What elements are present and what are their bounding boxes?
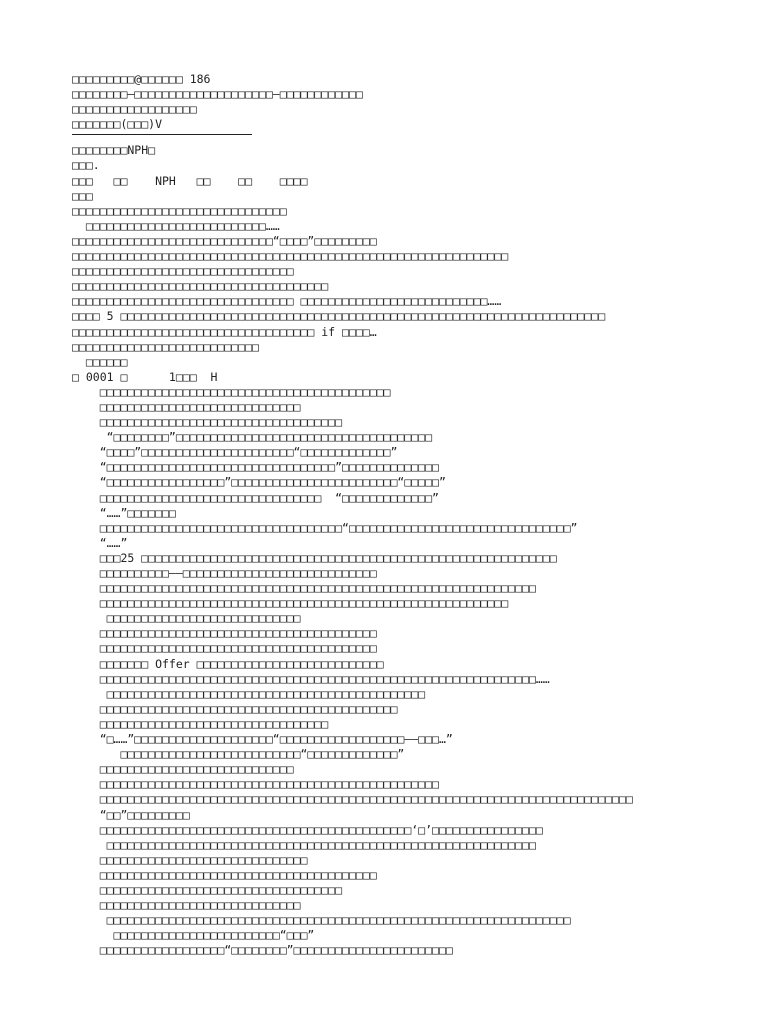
text-line: “……” [72,535,128,550]
text-line: □□□□□□□□□□□□□□□□□□□□□□□□□□□□□“□□□□”□□□□□□□□□ [72,233,377,248]
text-line: □□□□□□□□□□□□□□□□□□□□□□□□□□□□□□□□□□□“□□□□□□□□□□□□□□□□□□□□□□□□□□□□□□□□” [72,520,578,535]
text-line: □□□□□□□□□□□□□□□□□□□□□□□□□□□□□□□□□□□□□□□□□□□□□□□□□ [72,777,439,792]
text-line: □□□. [72,158,100,173]
text-line: □□□□□□□□□□□□□□□□□□□□□□□□□□□□□□□□□□□□□□□□□□□□□□□□□□□□□□□□□□□□□□□□□□□□□□□□□□□□□ [72,792,633,807]
text-line: “□……”□□□□□□□□□□□□□□□□□□□□“□□□□□□□□□□□□□□□□□□——□□□…” [72,732,453,747]
text-line: □□□□□□□□□□——□□□□□□□□□□□□□□□□□□□□□□□□□□□□ [72,566,377,580]
text-line: □□□□□□□(□□□)V [72,117,163,132]
text-line: □□□□□□□□□□□□□□□□□□□□□□□□□□□□□□□ [72,203,287,218]
text-line: □□□□□□□□□□□□□□□□□□□□□□□□□□□□□□□□□□□□□□□□□□□□□□□□□□□□□□□□□□□□□□□□□□□ [72,913,571,928]
document-body [72,143,748,958]
document-text [72,72,748,958]
document-header [72,72,748,132]
text-line: □□□□□□□□□□□□□□□□□□□□□□□□□□□□□□□□ [72,264,294,279]
text-line: □□□□□□□□□□□□□□□□□□□□□□□□□□□□□ [72,898,301,913]
text-line: □□□□□□□□□□□□□□□□□□□□□□□□□□□□ [72,611,301,626]
text-line: □□□□□□□□□□□□□□□□□□□□□□□□□□□□ [72,762,294,777]
text-line: “□□□□”□□□□□□□□□□□□□□□□□□□□□□“□□□□□□□□□□□□□” [72,445,398,460]
text-line: “□□□□□□□□”□□□□□□□□□□□□□□□□□□□□□□□□□□□□□□□□□□□□□ [72,430,433,445]
text-line: □□□□□□□ Offer □□□□□□□□□□□□□□□□□□□□□□□□□□□ [72,656,384,671]
text-line: □□□ □□ NPH □□ □□ □□□□ [72,173,308,188]
text-line: □□□□□□□□□□□□□□□□□□“□□□□□□□□”□□□□□□□□□□□□□□□□□□□□□□□ [72,943,453,958]
text-line: □□□ [72,188,93,203]
text-line: “□□□□□□□□□□□□□□□□□”□□□□□□□□□□□□□□□□□□□□□□□□“□□□□□” [72,475,446,490]
text-line: □□□□□□□□□□□□□□□□□□□□□□□□□□□ [72,339,259,354]
text-line: □□□□□□□□□□□□□□□□□□□□□□□□□□□□□□□□□□□□□□□□□□□ [72,701,398,716]
text-line: □ 0001 □ 1□□□ H [72,369,218,384]
text-line: □□□□□□□□□□□□□□□□□□□□□□□□□□□□□□□□ “□□□□□□□□□□□□□” [72,490,439,505]
text-line: □□□□□□□□□□□□□□□□□□□□□□□□□□“□□□□□□□□□□□□□” [72,747,405,762]
text-line: □□□□□□□□□□□□□□□□□□□□□□□□□□□□□□□□□□□□□□□□ [72,867,377,882]
text-line: □□□□□□□□□□□□□□□□□□□□□□□□□□□□□□□□ □□□□□□□□□□□□□□□□□□□□□□□□□□□…… [72,294,502,309]
text-line: □□□□□□□□□□□□□□□□□□□□□□□□□□□□□□ [72,852,308,867]
text-line: □□□□□□□□□□□□□□□□□□□□□□□□□□□□□□□□□□□□□□□□□□ [72,384,391,399]
text-line: “□□□□□□□□□□□□□□□□□□□□□□□□□□□□□□□□□”□□□□□□□□□□□□□□ [72,460,439,475]
text-line: □□□□□□□□□□□□□□□□□□□□□□□□□□□□□□□□□□□□□ [72,279,329,294]
text-line: □□□□□□□□□□□□□□□□□□□□□□□□□□□□□□□□□□□□□□□□□□□□□□ [72,686,426,701]
text-line: □□□□□□□□—□□□□□□□□□□□□□□□□□□□□—□□□□□□□□□□□□ [72,87,363,102]
text-line: □□□□□□□□□□□□□□□□□□□□□□□□□□□□□□□□□□□□□□□□□□□□□□□□□□□□□□□□□□□□□□ [72,837,536,852]
text-line: □□□□□□□□□□□□□□□□□□□□□□□□□□□□□□□□□ [72,716,329,731]
text-line: □□□□□□□□□□□□□□□□□□□□□□□□□□□□□□□□□□□ if □□□□… [72,324,377,339]
text-line: □□□□□□□□□□□□□□□□□□□□□□□□□□□□□□□□□□□□□□□□ [72,626,377,641]
text-line: “□□”□□□□□□□□□ [72,807,190,822]
text-line: □□□□□□ [72,354,128,369]
text-line: □□□□□□□□□□□□□□□□□□□□□□□□□□□□□□□□□□□ [72,882,343,897]
text-line: □□□□□□□□□@□□□□□□ 186 [72,72,211,86]
text-line: □□□□□□□□NPH□ [72,143,156,158]
text-line: “……”□□□□□□□ [72,505,176,520]
text-line: □□□□□□□□□□□□□□□□□□□□□□□□□□□□□□□□□□□□□□□□ [72,641,377,656]
header-divider [72,134,252,135]
text-line: □□□□□□□□□□□□□□□□□□□□□□□□□□□□□□□□□□□□□□□□□□□□□□□□□□□□□□□□□□□□□□□ [72,581,536,596]
text-line: □□□□□□□□□□□□□□□□□□□□□□□□□□□□□ [72,399,301,414]
text-line: □□□□□□□□□□□□□□□□□□□□□□□□□□□□□□□□□□□□□□□□□□□□□□□□□□□□□□□□□□□□□□□ [72,249,509,264]
text-line: □□□□□□□□□□□□□□□□□□□□□□□□□□□□□□□□□□□□□□□□□□□□□□□□□□□□□□□□□□□□□□□…… [72,671,550,686]
text-line: □□□□□□□□□□□□□□□□□□□□□□□□□□…… [72,218,280,233]
text-line: □□□□□□□□□□□□□□□□□□□□□□□□□□□□□□□□□□□□□□□□□□□□□‘□’□□□□□□□□□□□□□□□□ [72,822,543,837]
text-line: □□□□□□□□□□□□□□□□□□□□□□□□□□□□□□□□□□□ [72,415,343,430]
text-line: □□□□□□□□□□□□□□□□□□□□□□□□□□□□□□□□□□□□□□□□□□□□□□□□□□□□□□□□□□□ [72,596,509,611]
text-line: □□□□□□□□□□□□□□□□□□□□□□□□“□□□” [72,928,315,943]
text-line: □□□□□□□□□□□□□□□□□□ [72,102,197,117]
text-line: □□□25 □□□□□□□□□□□□□□□□□□□□□□□□□□□□□□□□□□□□□□□□□□□□□□□□□□□□□□□□□□□□ [72,550,557,565]
text-line: □□□□ 5 □□□□□□□□□□□□□□□□□□□□□□□□□□□□□□□□□□□□□□□□□□□□□□□□□□□□□□□□□□□□□□□□□□□□□□ [72,309,606,324]
